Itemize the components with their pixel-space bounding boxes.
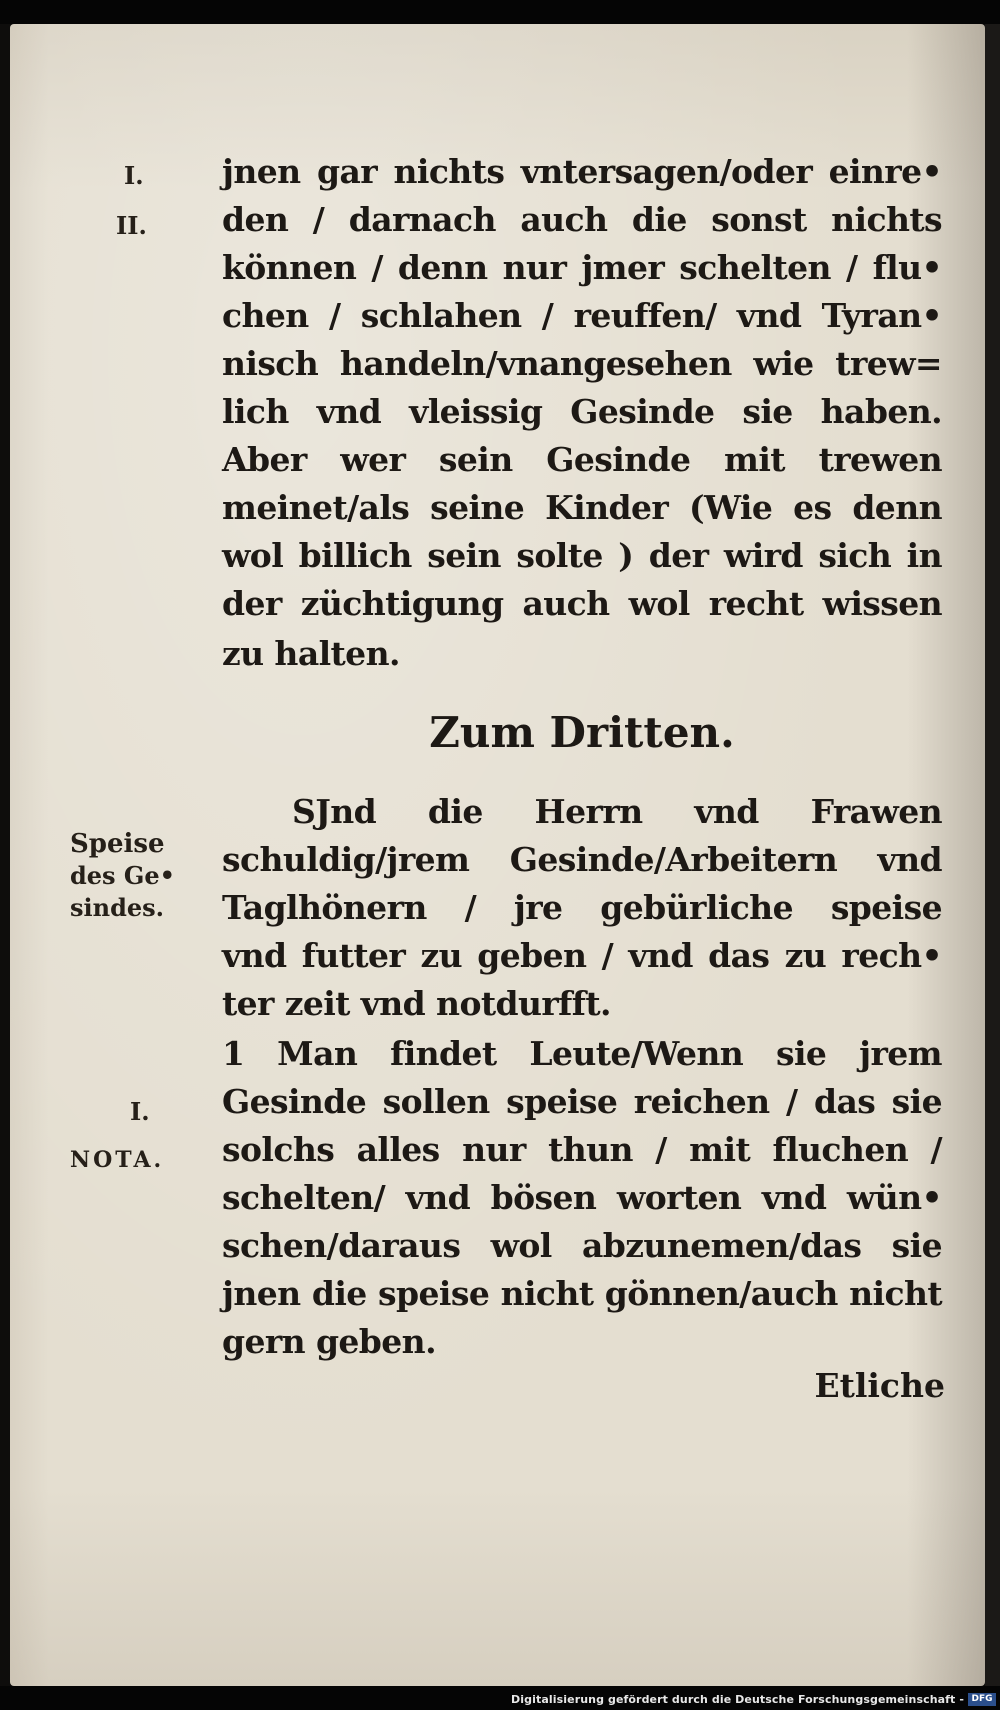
text-line-18: Gesinde sollen speise reichen / das sie: [222, 1082, 942, 1121]
margin-note-7: NOTA.: [70, 1147, 165, 1173]
text-line-14: Taglhönern / jre gebürliche speise: [222, 888, 942, 927]
text-line-15: vnd futter zu geben / vnd das zu rech•: [222, 936, 942, 975]
margin-note-4: des Ge•: [70, 861, 176, 890]
text-line-17: 1 Man findet Leute/Wenn sie jrem: [222, 1034, 942, 1073]
margin-note-6: I.: [130, 1097, 150, 1126]
margin-note-5: sindes.: [70, 893, 164, 922]
text-line-6: lich vnd vleissig Gesinde sie haben.: [222, 392, 942, 431]
text-line-12: SJnd die Herrn vnd Frawen: [292, 792, 942, 831]
text-line-9: wol billich sein solte ) der wird sich in: [222, 536, 942, 575]
text-line-19: solchs alles nur thun / mit fluchen /: [222, 1130, 942, 1169]
scan-right-border: [985, 24, 1000, 1686]
text-line-20: schelten/ vnd bösen worten vnd wün•: [222, 1178, 942, 1217]
text-line-1: jnen gar nichts vntersagen/oder einre•: [222, 152, 942, 191]
text-line-3: können / denn nur jmer schelten / flu•: [222, 248, 942, 287]
text-line-8: meinet/als seine Kinder (Wie es denn: [222, 488, 942, 527]
text-line-7: Aber wer sein Gesinde mit trewen: [222, 440, 942, 479]
margin-note-1: I.: [124, 161, 144, 190]
text-line-2: den / darnach auch die sonst nichts: [222, 200, 942, 239]
dfg-logo: DFG: [968, 1693, 996, 1706]
section-heading: Zum Dritten.: [429, 708, 735, 757]
text-line-21: schen/daraus wol abzunemen/das sie: [222, 1226, 942, 1265]
text-line-11: zu halten.: [222, 634, 400, 673]
text-line-5: nisch handeln/vnangesehen wie trew=: [222, 344, 942, 383]
text-line-10: der züchtigung auch wol recht wissen: [222, 584, 942, 623]
margin-note-2: II.: [116, 211, 147, 240]
text-line-4: chen / schlahen / reuffen/ vnd Tyran•: [222, 296, 942, 335]
catchword: Etliche: [814, 1366, 945, 1405]
margin-note-3: Speise: [70, 829, 165, 859]
text-line-16: ter zeit vnd notdurfft.: [222, 984, 611, 1023]
text-line-13: schuldig/jrem Gesinde/Arbeitern vnd: [222, 840, 942, 879]
text-line-22: jnen die speise nicht gönnen/auch nicht: [222, 1274, 942, 1313]
scan-top-border: [0, 0, 1000, 24]
digitization-credit: Digitalisierung gefördert durch die Deutsche Forschungsgemeinschaft -: [511, 1693, 964, 1706]
text-line-23: gern geben.: [222, 1322, 436, 1361]
